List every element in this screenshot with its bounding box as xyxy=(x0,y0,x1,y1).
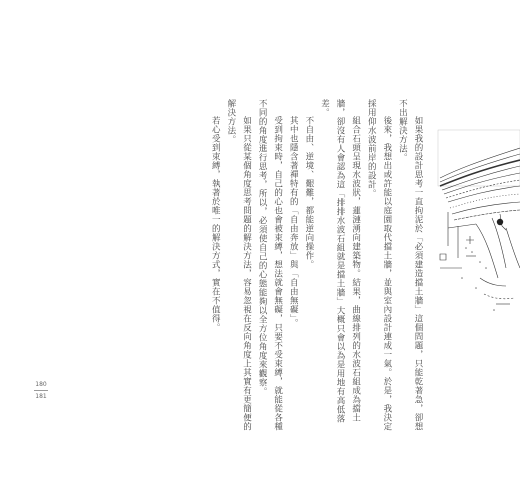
paragraph: 若心受到束縛，執著於唯一的解決方式，實在不值得。 xyxy=(210,116,221,332)
marker-dot xyxy=(497,219,503,225)
paragraph: 如果我的設計思考一直拘泥於「必須建造擋土牆」這個問題，只能乾著急，卻想不出解決方法。 xyxy=(397,99,423,431)
page-numbers xyxy=(34,381,48,400)
vertical-text-block xyxy=(207,99,425,439)
paragraph: 如果只從某個角度思考問題的解決方法，容易忽視在反向角度上其實有更簡便的解決方法。 xyxy=(225,99,252,431)
paragraph: 後來，我想出或許能以庭園取代擋土牆，並與室內設計連成一氣。於是，我決定採用仰水波前岸的設計。 xyxy=(366,99,392,431)
paragraph: 組合石頭呈現水波狀，蓮漣湧向建築物。結果，曲線排列的水波石組成為擋土牆，卻沒有人會認為這「排排水波石組就是擋土牆」大概只會以為是用地有高低落差。 xyxy=(319,99,361,423)
paragraph: 受到拘束時，自己的心也會被束縛，想法就會無礙，只要不受束縛，就能從各種不同的角度進行思考，所以，必須使自己的心態能夠以全方位角度來觀察。 xyxy=(257,99,283,431)
paragraph: 其中也隱含著禪特有的「自由奔放」與「自由無礙」。 xyxy=(288,116,299,328)
paragraph: 不自由、逆境、艱難，都能逆向操作。 xyxy=(303,116,314,269)
folio-divider xyxy=(34,390,48,391)
page-number-right: 181 xyxy=(35,393,47,400)
page-number-left: 180 xyxy=(35,381,47,388)
site-section-drawing xyxy=(436,128,520,316)
